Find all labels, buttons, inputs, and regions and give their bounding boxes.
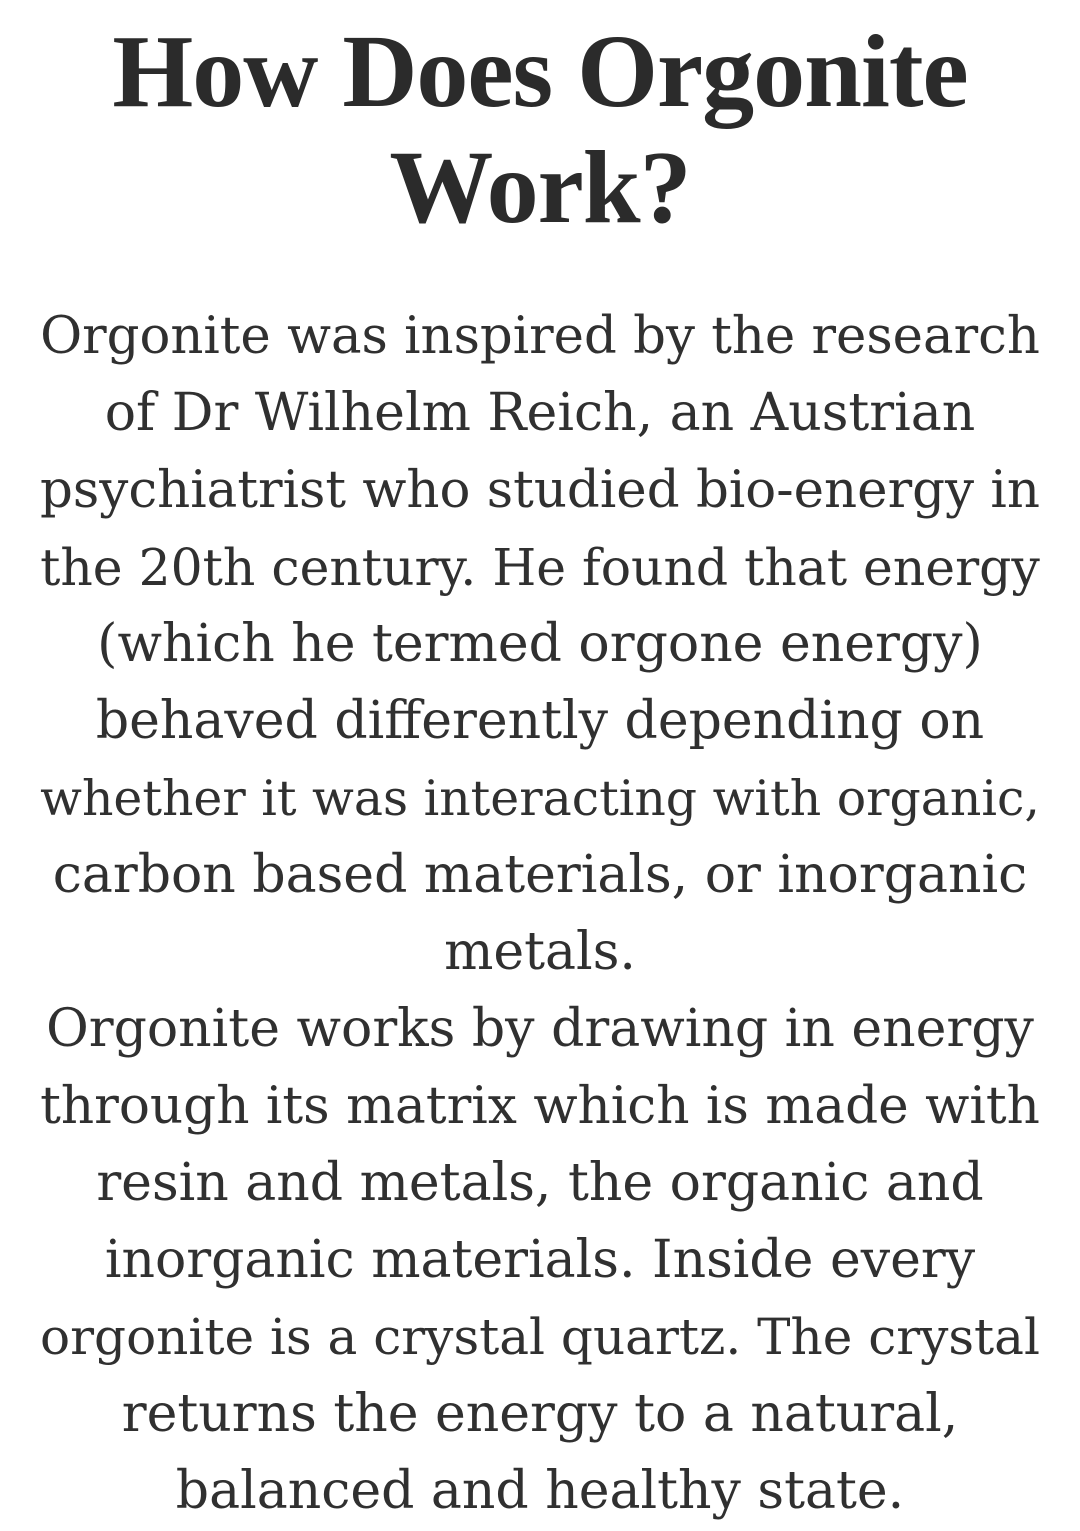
- text-line: inorganic materials. Inside every: [104, 1230, 976, 1290]
- text-line: returns the energy to a natural,: [121, 1384, 959, 1444]
- text-line: carbon based materials, or inorganic: [52, 845, 1028, 905]
- text-line: psychiatrist who studied bio-energy in: [40, 460, 1040, 520]
- title-line: How Does Orgonite: [112, 14, 968, 129]
- text-line: resin and metals, the organic and: [96, 1153, 984, 1213]
- article-body: [40, 298, 1040, 1530]
- text-line: (which he termed orgone energy): [97, 614, 983, 674]
- text-line: of Dr Wilhelm Reich, an Austrian: [104, 383, 976, 443]
- paragraph-how-it-works: [40, 991, 1040, 1530]
- paragraph-origin: [40, 298, 1040, 991]
- text-line: orgonite is a crystal quartz. The crystal: [40, 1308, 1040, 1366]
- text-line: through its matrix which is made with: [40, 1076, 1040, 1136]
- text-line: the 20th century. He found that energy: [40, 538, 1040, 597]
- text-line: metals.: [444, 922, 636, 982]
- text-line: Orgonite was inspired by the research: [40, 306, 1040, 366]
- text-line: balanced and healthy state.: [175, 1461, 905, 1521]
- title-line: Work?: [389, 130, 691, 245]
- text-line: behaved differently depending on: [95, 691, 985, 751]
- text-line: Orgonite works by drawing in energy: [46, 999, 1034, 1059]
- text-line: whether it was interacting with organic,: [40, 770, 1040, 827]
- page-title: [40, 0, 1040, 246]
